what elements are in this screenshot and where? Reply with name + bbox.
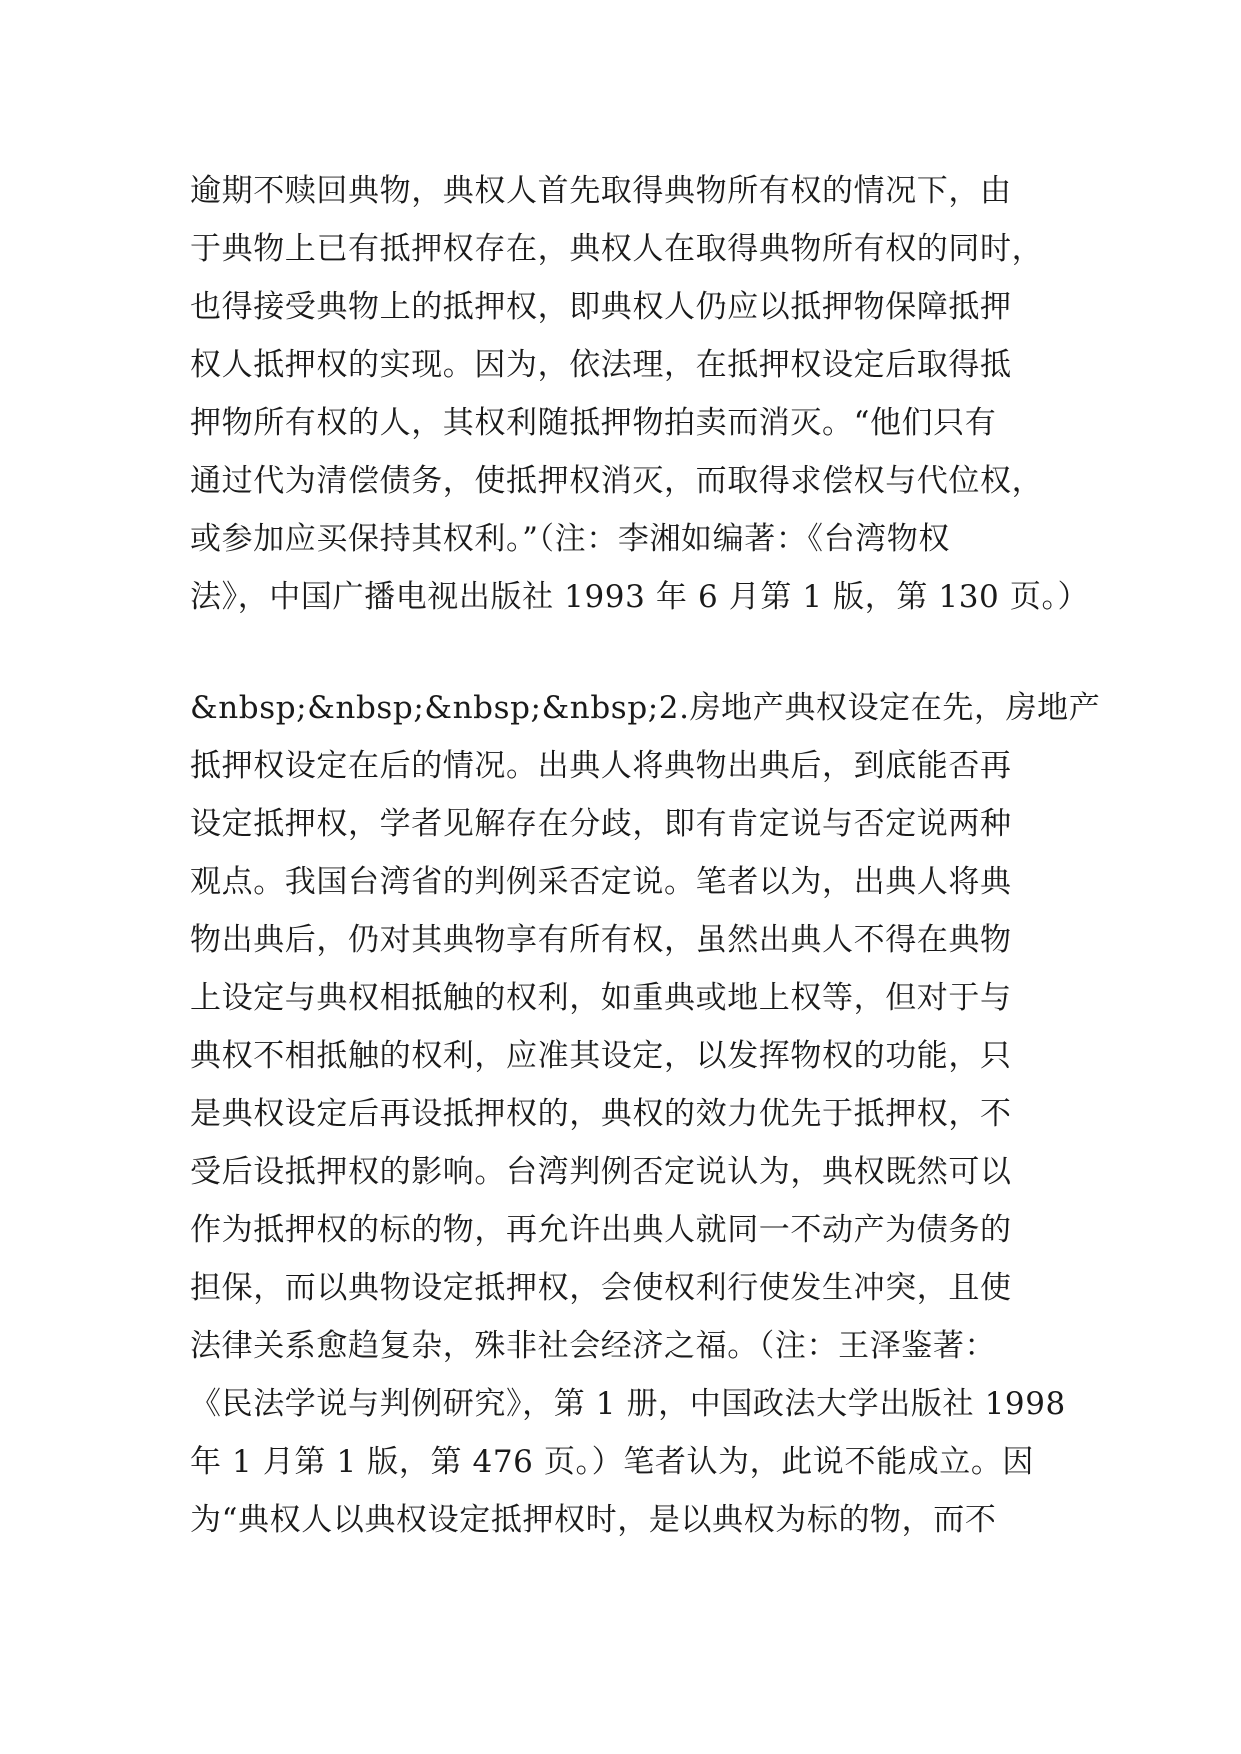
text-line: 法》，中国广播电视出版社 1993 年 6 月第 1 版，第 130 页。） [190,579,1090,615]
text-line: 于典物上已有抵押权存在，典权人在取得典物所有权的同时， [190,231,1044,267]
text-line: 押物所有权的人，其权利随抵押物拍卖而消灭。“他们只有 [190,405,997,441]
text-line: 也得接受典物上的抵押权，即典权人仍应以抵押物保障抵押 [190,289,1012,325]
text-line: 年 1 月第 1 版，第 476 页。）笔者认为，此说不能成立。因 [190,1444,1035,1480]
text-line: 是典权设定后再设抵押权的，典权的效力优先于抵押权，不 [190,1096,1012,1132]
text-line: 设定抵押权，学者见解存在分歧，即有肯定说与否定说两种 [190,806,1012,842]
text-line: 逾期不赎回典物，典权人首先取得典物所有权的情况下，由 [190,173,1012,209]
text-line: 或参加应买保持其权利。”（注：李湘如编著：《台湾物权 [190,521,950,557]
text-line: 《民法学说与判例研究》，第 1 册，中国政法大学出版社 1998 [190,1386,1066,1422]
text-line: 为“典权人以典权设定抵押权时，是以典权为标的物，而不 [190,1502,997,1538]
text-line: &nbsp;&nbsp;&nbsp;&nbsp;2.房地产典权设定在先，房地产 [190,690,1101,726]
text-line: 典权不相抵触的权利，应准其设定，以发挥物权的功能，只 [190,1038,1012,1074]
text-line: 上设定与典权相抵触的权利，如重典或地上权等，但对于与 [190,980,1012,1016]
text-line: 担保，而以典物设定抵押权，会使权利行使发生冲突，且使 [190,1270,1012,1306]
text-line: 物出典后，仍对其典物享有所有权，虽然出典人不得在典物 [190,922,1012,958]
text-line: 观点。我国台湾省的判例采否定说。笔者以为，出典人将典 [190,864,1012,900]
text-line: 法律关系愈趋复杂，殊非社会经济之福。（注：王泽鉴著： [190,1328,997,1364]
text-line: 作为抵押权的标的物，再允许出典人就同一不动产为债务的 [190,1212,1012,1248]
text-line: 受后设抵押权的影响。台湾判例否定说认为，典权既然可以 [190,1154,1012,1190]
text-line: 抵押权设定在后的情况。出典人将典物出典后，到底能否再 [190,748,1012,784]
text-line: 权人抵押权的实现。因为，依法理，在抵押权设定后取得抵 [190,347,1012,383]
text-line: 通过代为清偿债务，使抵押权消灭，而取得求偿权与代位权， [190,463,1044,499]
